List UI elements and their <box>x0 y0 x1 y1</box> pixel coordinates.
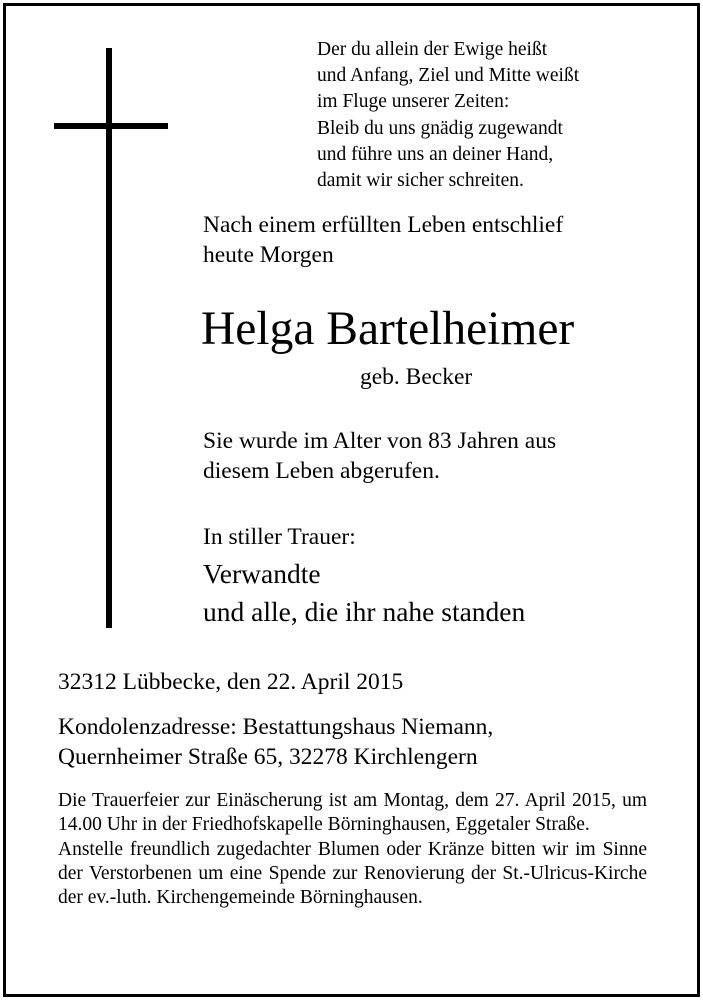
maiden-name: geb. Becker <box>360 364 473 390</box>
cross-vertical-bar <box>106 48 112 628</box>
funeral-info: Die Trauerfeier zur Einäscherung ist am Montag, dem 27. April 2015, um 14.00 Uhr in der Friedhofskapelle Börninghausen, Eggetaler Straße. <box>58 790 647 836</box>
mourners: Verwandte und alle, die ihr nahe standen <box>203 558 526 627</box>
info-section <box>58 789 647 910</box>
age-text: Sie wurde im Alter von 83 Jahren aus diesem Leben abgerufen. <box>203 428 557 484</box>
intro-text: Nach einem erfüllten Leben entschlief heute Morgen <box>203 212 564 268</box>
donation-info: Anstelle freundlich zugedachter Blumen oder Kränze bitten wir im Sinne der Verstorbenen um eine Spende zur Renovierung der St.-Ulricus-Kirche der ev.-luth. Kirchengemeinde Börninghausen. <box>58 838 647 909</box>
hymn-verse: Der du allein der Ewige heißt und Anfang, Ziel und Mitte weißt im Fluge unserer Zeiten: Bleib du uns gnädig zugewandt und führe uns an deiner Hand, damit wir sicher schreiten. <box>317 39 580 192</box>
condolence-address: Kondolenzadresse: Bestattungshaus Niemann, Quernheimer Straße 65, 32278 Kirchlengern <box>58 714 494 770</box>
deceased-name: Helga Bartelheimer <box>201 303 575 355</box>
cross-horizontal-bar <box>54 123 168 129</box>
mourning-label: In stiller Trauer: <box>203 524 356 550</box>
place-date: 32312 Lübbecke, den 22. April 2015 <box>58 669 404 695</box>
